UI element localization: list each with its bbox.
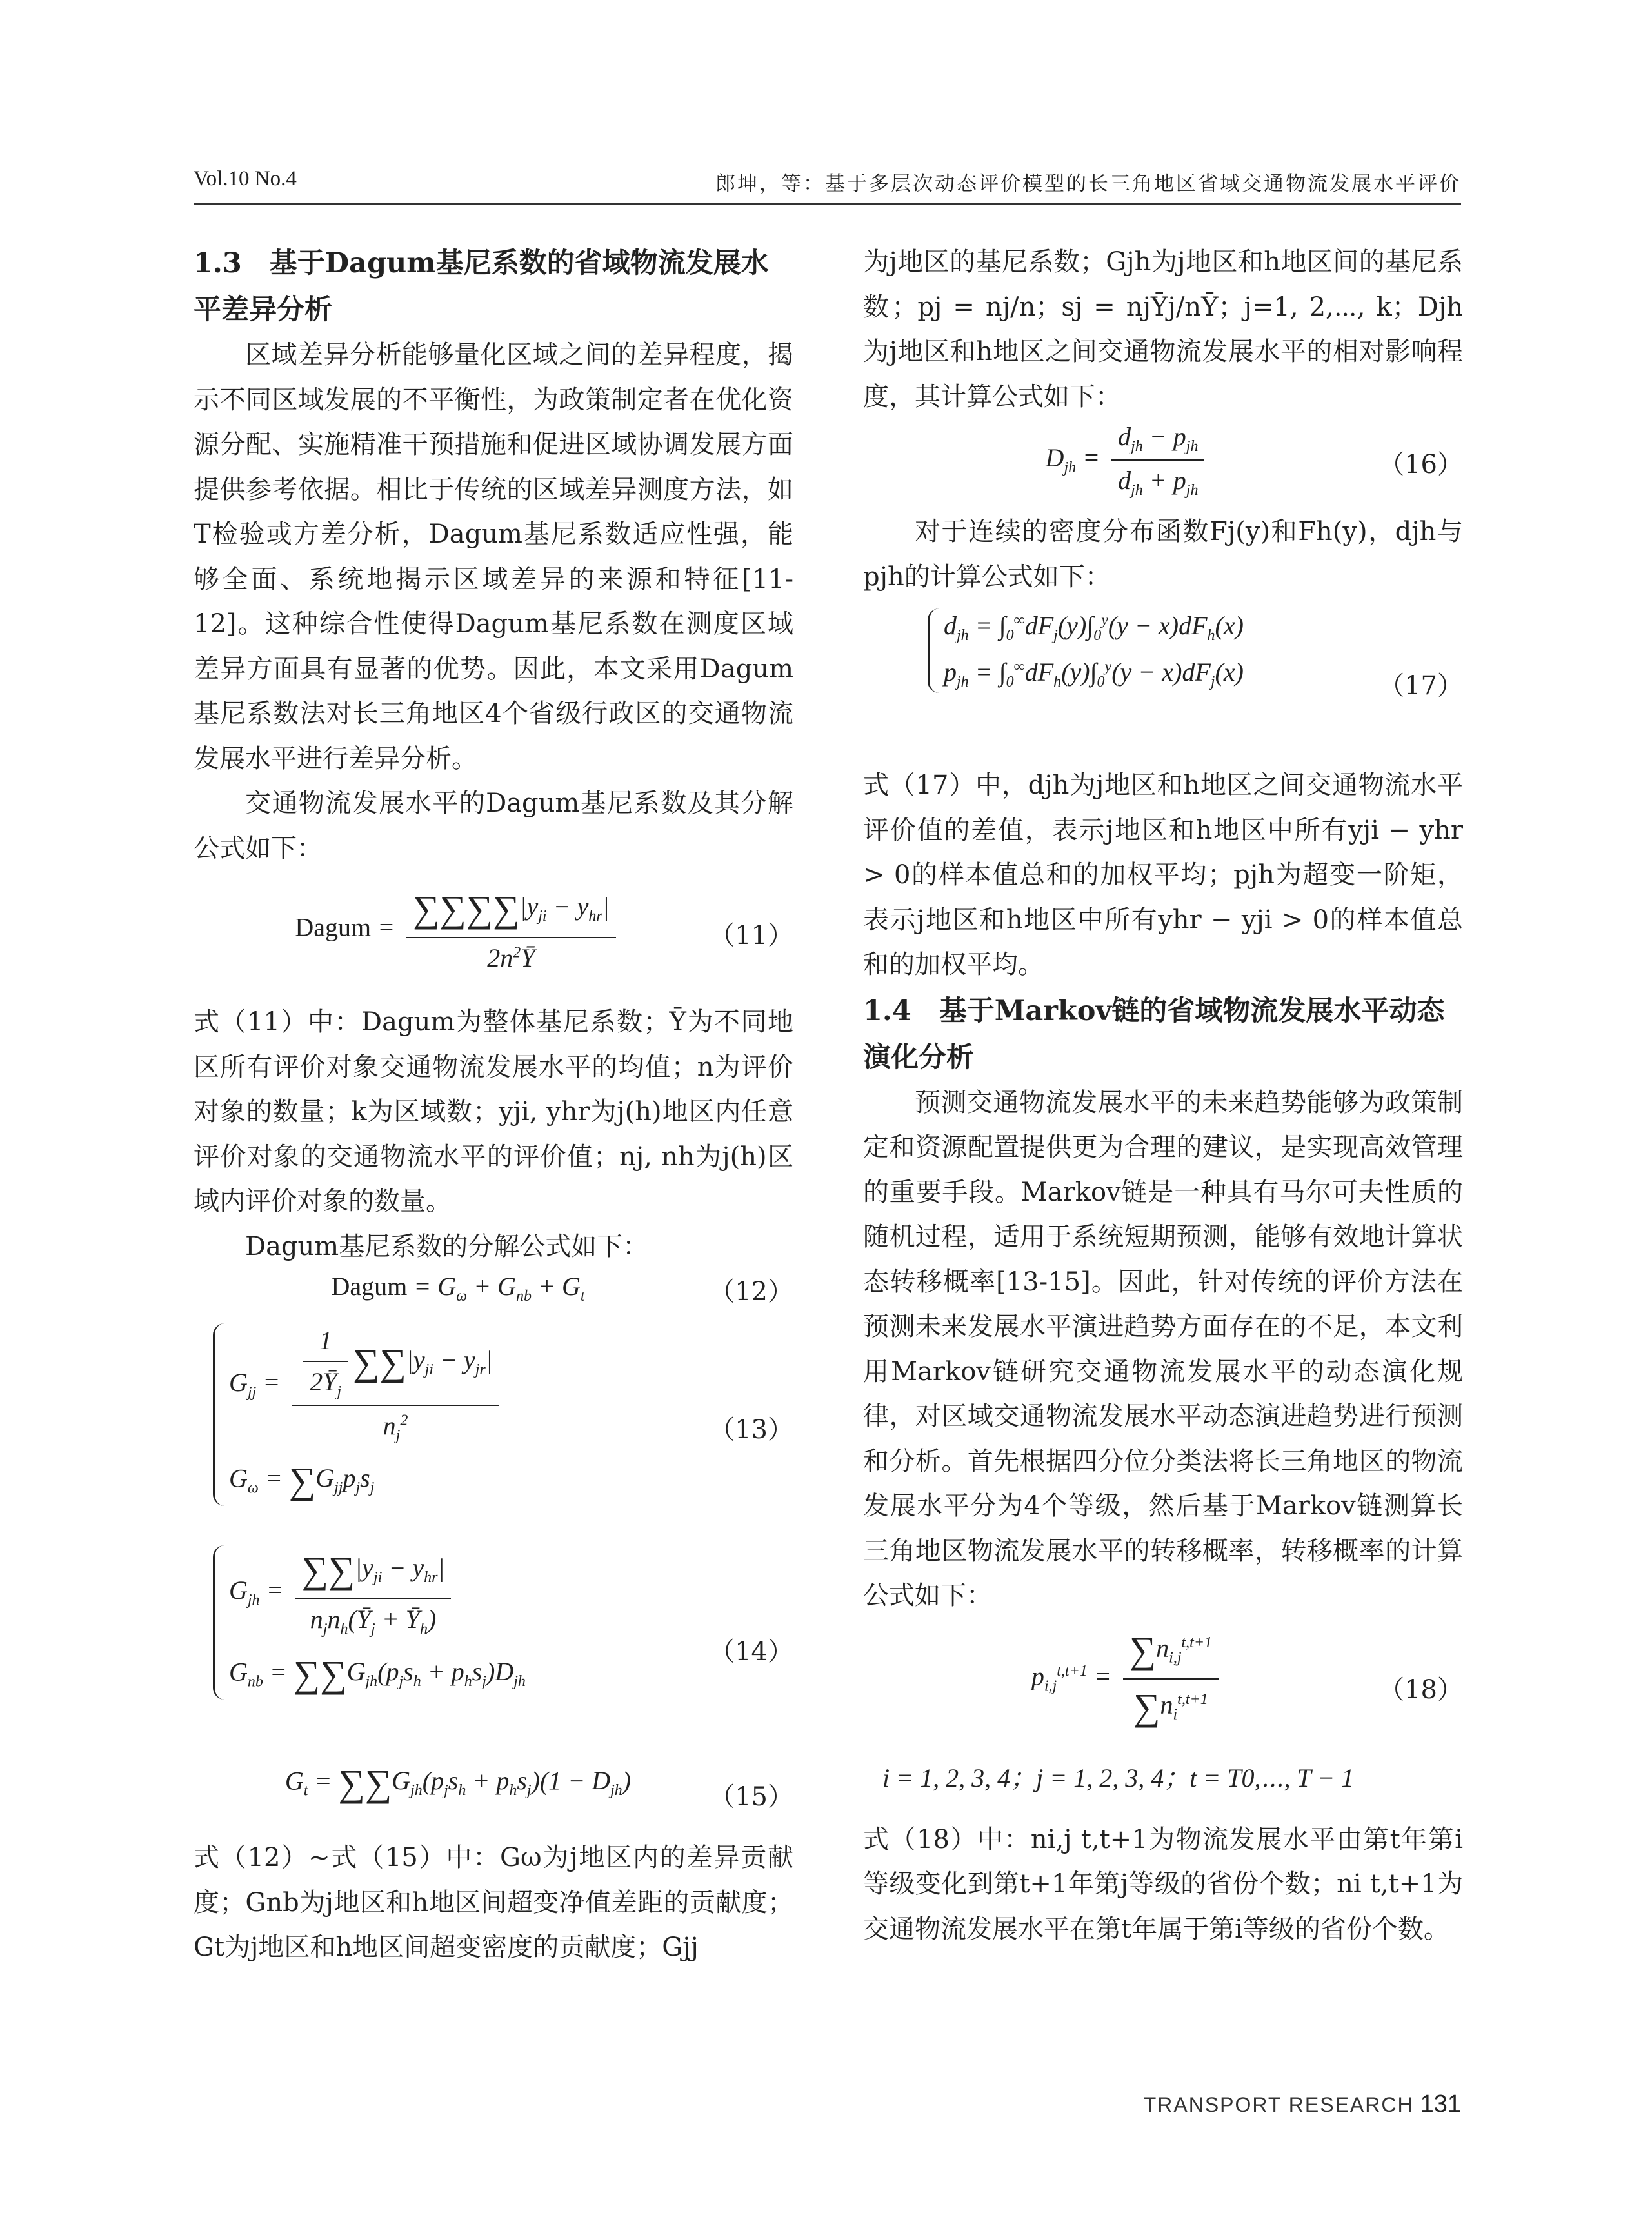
right-column [863, 240, 1463, 1952]
section-title-1-3: 1.3 基于Dagum基尼系数的省域物流发展水平差异分析 [194, 247, 769, 326]
paragraph: 式（12）~式（15）中：Gω为j地区内的差异贡献度；Gnb为j地区和h地区间超变净值差距的贡献度；Gt为j地区和h地区间超变密度的贡献度；Gjj [194, 1843, 793, 1962]
paragraph: 式（17）中，djh为j地区和h地区之间交通物流水平评价值的差值，表示j地区和h地区中所有yji − yhr > 0的样本值总和的加权平均；pjh为超变一阶矩，表示j地区和h地区中所有yhr − yji > 0的样本值总和的加权平均。 [863, 770, 1463, 979]
equation-18-conditions: i = 1, 2, 3, 4；j = 1, 2, 3, 4；t = T0,⋯, T − 1 [882, 1763, 1355, 1792]
page-number: 131 [1420, 2091, 1461, 2118]
page-footer [1097, 2091, 1461, 2118]
equation-number: （15） [709, 1782, 793, 1812]
article-running-title: 郎坤，等：基于多层次动态评价模型的长三角地区省域交通物流发展水平评价 [715, 172, 1461, 196]
paragraph: 预测交通物流发展水平的未来趋势能够为政策制定和资源配置提供更为合理的建议，是实现高效管理的重要手段。Markov链是一种具有马尔可夫性质的随机过程，适用于系统短期预测，能够有效地计算状态转移概率[13-15]。因此，针对传统的评价方法在预测未来发展水平演进趋势方面存在的不足，本文利用Markov链研究交通物流发展水平的动态演化规律，对区域交通物流发展水平动态演进趋势进行预测和分析。首先根据四分位分类法将长三角地区的物流发展水平分为4个等级，然后基于Markov链测算长三角地区物流发展水平的转移概率，转移概率的计算公式如下： [863, 1087, 1463, 1610]
equation-14: $G_{jh}$ = $\frac{\sum\sum|y_{ji} - y_{hr}|}{n_jn_h(Ȳ_j + Ȳ_h)}$ $G_{nb} = \sum\sum G_{jh}(p_js_h + p_hs_j)D_{jh}$ （14） [194, 1545, 793, 1758]
paragraph: 为j地区的基尼系数；Gjh为j地区和h地区间的基尼系数；pj = nj/n；sj = njȲj/nȲ；j=1, 2,⋯, k；Djh为j地区和h地区之间交通物流发展水平的相对影响程度，其计算公式如下： [863, 247, 1463, 412]
equation-12: Dagum = $G_\omega + G_{nb} + G_t$ （12） [194, 1269, 793, 1314]
equation-18: $p_{i,j}^{t,t+1}$ = $\frac{\sum n_{i,j}^{t,t+1}}{\sum n_i^{t,t+1}}$ （18） [863, 1619, 1463, 1761]
journal-name: TRANSPORT RESEARCH [1143, 2093, 1414, 2116]
equation-number: （11） [709, 921, 793, 950]
paragraph: 区域差异分析能够量化区域之间的差异程度，揭示不同区域发展的不平衡性，为政策制定者在优化资源分配、实施精准干预措施和促进区域协调发展方面提供参考依据。相比于传统的区域差异测度方法，如T检验或方差分析，Dagum基尼系数适应性强，能够全面、系统地揭示区域差异的来源和特征[11-12]。这种综合性使得Dagum基尼系数在测度区域差异方面具有显著的优势。因此，本文采用Dagum基尼系数法对长三角地区4个省级行政区的交通物流发展水平进行差异分析。 [194, 340, 793, 774]
equation-number: （16） [1378, 450, 1463, 479]
equation-16: $D_{jh}$ = $\frac{d_{jh} - p_{jh}}{d_{jh} + p_{jh}}$ （16） [863, 419, 1463, 510]
equation-17: $d_{jh} = \int_0^\infty dF_j(y)\int_0^y(y - x)dF_h(x)$ $p_{jh} = \int_0^\infty dF_h(y)\int_0^y(y - x)dF_j(x)$ （17） [863, 608, 1463, 763]
equation-number: （14） [709, 1637, 793, 1667]
equation-number: （13） [709, 1415, 793, 1445]
equation-number: （18） [1378, 1674, 1463, 1705]
paragraph: 交通物流发展水平的Dagum基尼系数及其分解公式如下： [194, 788, 793, 863]
paragraph: Dagum基尼系数的分解公式如下： [245, 1231, 649, 1261]
running-header [194, 165, 1461, 205]
volume-issue: Vol.10 No.4 [194, 167, 297, 190]
equation-number: （12） [709, 1277, 793, 1307]
paragraph: 式（11）中：Dagum为整体基尼系数；Ȳ为不同地区所有评价对象交通物流发展水平的均值；n为评价对象的数量；k为区域数；yji, yhr为j(h)地区内任意评价对象的交通物流水平的评价值；nj, nh为j(h)区域内评价对象的数量。 [194, 1007, 793, 1216]
paragraph: 对于连续的密度分布函数Fj(y)和Fh(y)，djh与pjh的计算公式如下： [863, 517, 1463, 592]
section-title-1-4: 1.4 基于Markov链的省域物流发展水平动态演化分析 [863, 994, 1445, 1074]
equation-13: $G_{jj}$ = $\frac{1}{2Ȳ_j}$ $\sum\sum|y_{ji} - y_{jr}|$ $n_j^2$ $G_\omega = \sum G_{jj}p_js_j$ （13） [194, 1323, 793, 1536]
equation-number: （17） [1378, 671, 1463, 701]
equation-15: $G_t = \sum\sum G_{jh}(p_js_h + p_hs_j)(1 - D_{jh})$ （15） [194, 1758, 793, 1836]
left-column [194, 240, 793, 1970]
paragraph: 式（18）中：ni,j t,t+1为物流发展水平由第t年第i等级变化到第t+1年第j等级的省份个数；ni t,t+1为交通物流发展水平在第t年属于第i等级的省份个数。 [863, 1824, 1463, 1944]
equation-11: Dagum = $\frac{\sum\sum\sum\sum|y_{ji} - y_{hr}|}{2n^2Ȳ}$ （11） [194, 871, 793, 1000]
